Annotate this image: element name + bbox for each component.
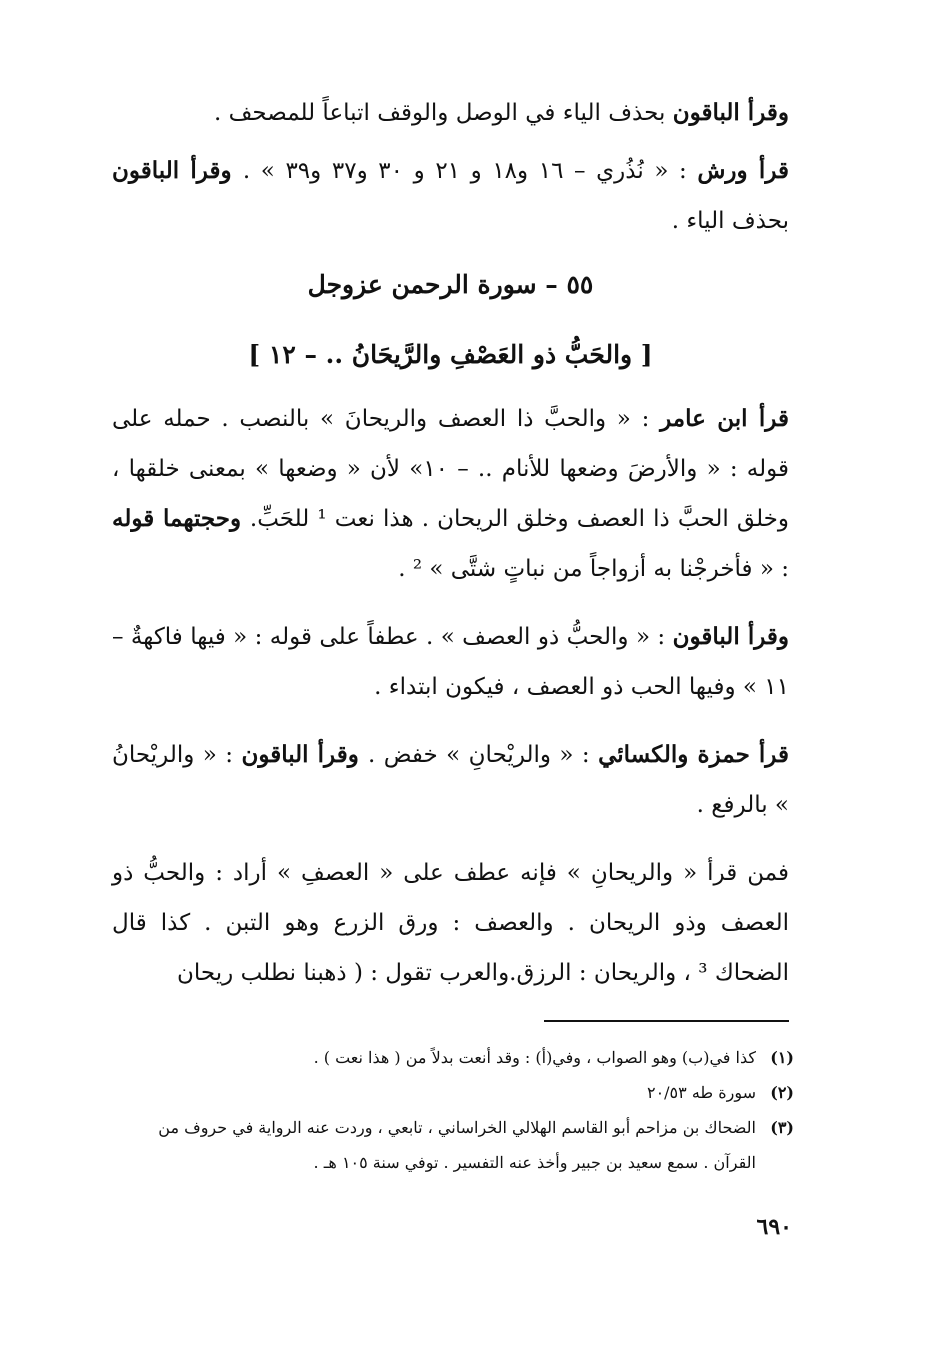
reader-name: وقرأ الباقون <box>672 99 789 126</box>
ayah-heading: [ والحَبُّ ذو العَصْفِ والرَّيحَانُ .. – ١٢ ] <box>248 340 653 369</box>
footnote-number: (٢) <box>770 1083 794 1102</box>
reader-name: قرأ حمزة والكسائي <box>598 741 789 768</box>
surah-heading: ٥٥ – سورة الرحمن عزوجل <box>307 270 594 299</box>
paragraph-1 <box>112 88 789 138</box>
page-number: ٦٩٠ <box>756 1214 792 1240</box>
paragraph-text: بحذف الياء . <box>671 208 789 234</box>
reader-name: وقرأ الباقون <box>112 157 243 184</box>
footnote-divider <box>544 1020 789 1022</box>
paragraph-text: : « والحبُّ ذو العصف » . عطفاً على قوله : « فيها فاكهةٌ – ١١ » وفيها الحب ذو العصف ، فيكون ابتداء . <box>112 624 789 700</box>
reader-name: وقرأ الباقون <box>672 623 789 650</box>
footnote-text: الضحاك بن مزاحم أبو القاسم الهلالي الخراساني ، تابعي ، وردت عنه الرواية في حروف من القرآن . سمع سعيد بن جبير وأخذ عنه التفسير . توفي سنة ١٠٥ هـ . <box>158 1118 756 1172</box>
footnote-item <box>112 1110 794 1180</box>
paragraph-text: : « فأخرجْنا به أزواجاً من نباتٍ شتَّى » ² . <box>398 556 789 582</box>
main-text-column <box>112 88 789 998</box>
reader-name: قرأ ابن عامر <box>660 405 789 432</box>
paragraph-2 <box>112 146 789 246</box>
reader-name: وقرأ الباقون <box>241 741 368 768</box>
paragraph-text: : « والحبَّ ذا العصف والريحانَ » بالنصب . حمله على قوله : « والأرضَ وضعها للأنام .. – ١٠» لأن « وضعها » بمعنى خلقها ، وخلق الحبَّ ذا العصف وخلق الريحان . هذا نعت ¹ للحَبِّ. <box>112 406 790 532</box>
footnote-text: كذا في(ب) وهو الصواب ، وفي(أ) : وقد أنعت بدلاً من ( هذا نعت ) . <box>313 1048 756 1067</box>
paragraph-6 <box>112 848 789 998</box>
paragraph-text: بحذف الياء في الوصل والوقف اتباعاً للمصحف . <box>213 100 673 126</box>
paragraph-5 <box>112 730 789 830</box>
footnotes <box>112 1040 794 1180</box>
footnote-text: سورة طه ٢٠/٥٣ <box>646 1083 756 1102</box>
paragraph-text: : « نُذُري – ١٦ و١٨ و ٢١ و ٣٠ و٣٧ و٣٩ » . <box>242 158 698 184</box>
paragraph-3 <box>112 394 789 594</box>
footnote-item <box>112 1075 794 1110</box>
paragraph-4 <box>112 612 789 712</box>
footnote-number: (١) <box>770 1048 794 1067</box>
footnote-number: (٣) <box>770 1118 794 1137</box>
reader-name: قرأ ورش <box>697 157 789 184</box>
reader-name: وحجتهما قوله <box>112 505 250 532</box>
paragraph-text: : « والريْحانِ » خفض . <box>367 742 599 768</box>
paragraph-text: : « والريْحانُ » بالرفع . <box>112 742 789 818</box>
paragraph-text: فمن قرأ « والريحانِ » فإنه عطف على « العصفِ » أراد : والحبُّ ذو العصف وذو الريحان . والعصف : ورق الزرع وهو التبن . كذا قال الضحاك ³ ، والريحان : الرزق.والعرب تقول : ( ذهبنا نطلب ريحان <box>112 860 789 986</box>
footnote-item <box>112 1040 794 1075</box>
